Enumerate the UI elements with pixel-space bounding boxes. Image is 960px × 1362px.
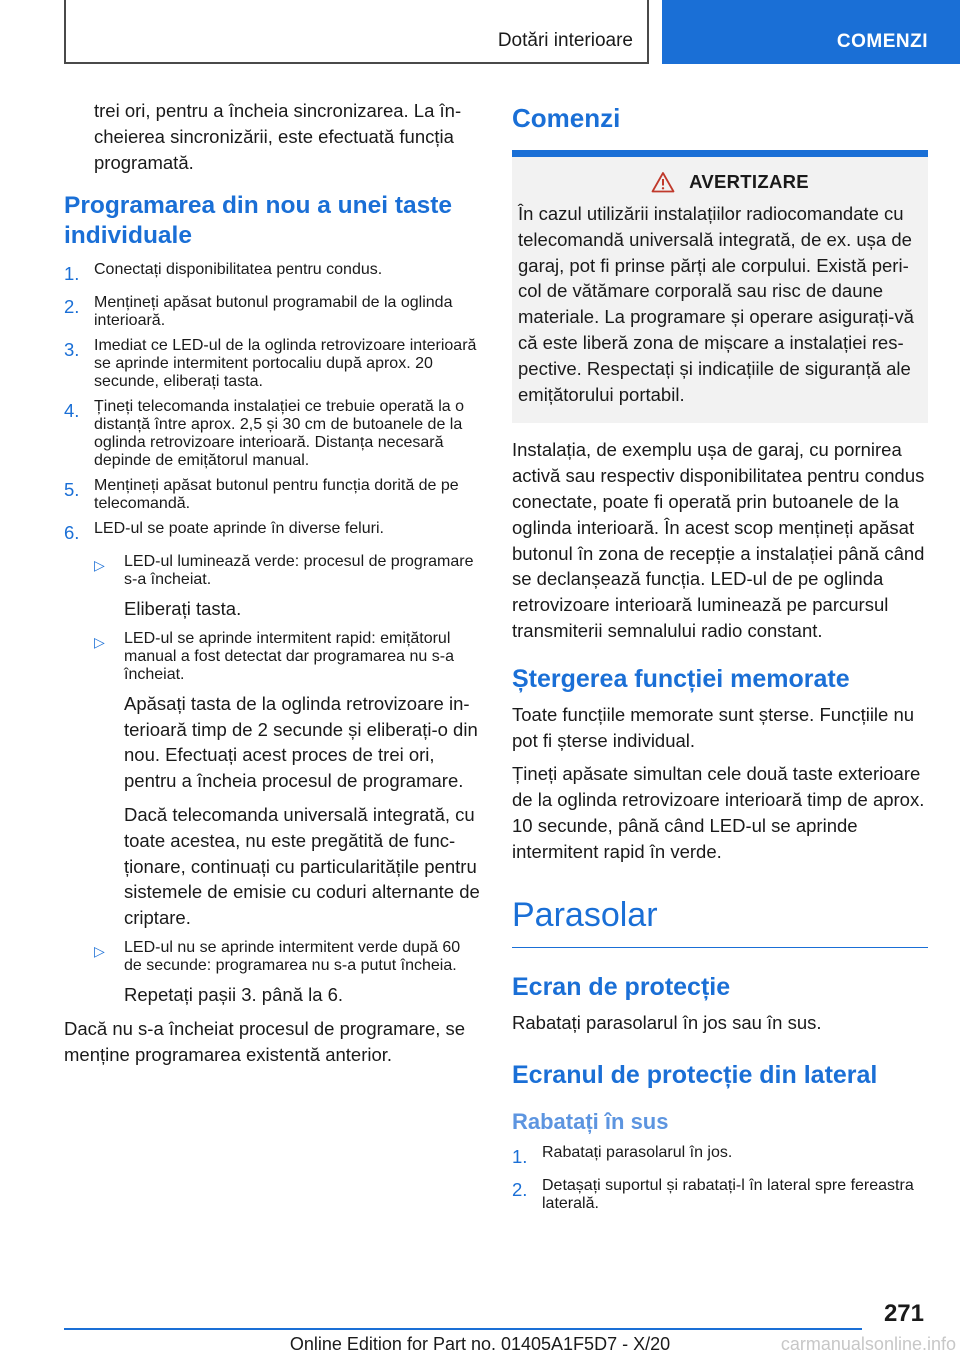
- comenzi-paragraph: Instalația, de exemplu ușa de garaj, cu pornirea activă sau respectiv disponibilitatea pentru condus conectate, poate fi operată prin butoanele de la oglinda interioară. În acest scop mențineți apăsat butonul în zona de recepție a instalației până când se declanșează funcția. LED-ul de pe oglinda retrovizoare interioară luminează pe parcursul transmiterii semnalului radio constant.: [512, 439, 925, 641]
- triangle-bullet-icon: ▷: [94, 942, 105, 959]
- step-item: [512, 1144, 928, 1170]
- bullet-note: Eliberați tasta.: [124, 597, 242, 619]
- step-number: 6.: [64, 522, 80, 544]
- step-text: Mențineți apăsat butonul pentru funcția dorită de pe telecomandă.: [94, 477, 459, 513]
- step-text: Detașați suportul și rabatați-l în lateral spre fereastra laterală.: [542, 1176, 914, 1212]
- lateral-heading: Ecranul de protecție din lateral: [512, 1060, 878, 1089]
- header-section-title: Dotări interioare: [497, 30, 633, 51]
- header-section-box: [64, 0, 649, 64]
- step-number: 3.: [64, 339, 80, 361]
- bullet-item: [94, 630, 482, 684]
- header-chapter-tab[interactable]: [662, 0, 960, 64]
- parasolar-heading: Parasolar: [512, 895, 658, 934]
- warning-header: [518, 171, 922, 193]
- stergere-paragraph-1: Toate funcțiile memorate sunt șterse. Funcțiile nu pot fi șterse individual.: [512, 703, 915, 751]
- step-item: [512, 1177, 928, 1213]
- step-text: Rabatați parasolarul în jos.: [542, 1143, 733, 1161]
- warning-top-rule: [512, 150, 928, 157]
- step-item: [64, 261, 482, 287]
- page-number: 271: [883, 1300, 924, 1327]
- step-number: 4.: [64, 400, 80, 422]
- step-item: [64, 337, 482, 391]
- step-item: [64, 398, 482, 470]
- step-number: 2.: [512, 1178, 528, 1200]
- bullet-note: Apăsați tasta de la oglinda retrovizoare interioară timp de 2 secunde și eliberați-o din nou. Efectuați acest proces de trei ori, pentru a încheia procesul de programare.: [124, 692, 478, 792]
- step-number: 5.: [64, 479, 80, 501]
- bullet-note: Repetați pașii 3. până la 6.: [124, 983, 344, 1005]
- step-text: LED-ul se poate aprinde în diverse feluri.: [94, 520, 384, 538]
- left-column: [64, 98, 482, 1067]
- warning-text: În cazul utilizării instalațiilor radiocomandate cu telecomandă universală integrată, de ex. ușa de garaj, pot fi prinse părți ale corpului. Există pericol de vătămare corporală sau risc de daune materiale. La programare și operare asigurați-vă că este liberă zona de mișcare a instalației respective. Respectați și indicațiile de siguranță ale emițătorului portabil.: [518, 203, 914, 405]
- intro-paragraph: trei ori, pentru a încheia sincronizarea. La încheierea sincronizării, este efectuată funcția programată.: [94, 100, 462, 173]
- reprogram-heading: Programarea din nou a unei taste individuale: [64, 192, 453, 250]
- step-text: Imediat ce LED-ul de la oglinda retrovizoare interioară se aprinde intermitent portocaliu după aprox. 20 secunde, eliberați tasta.: [94, 337, 477, 391]
- triangle-bullet-icon: ▷: [94, 556, 105, 573]
- step-number: 2.: [64, 296, 80, 318]
- right-column: [512, 98, 928, 1220]
- bullet-note: Dacă telecomanda universală integrată, cu toate acestea, nu este pregătită de funcționare, continuați cu particularitățile pentru sistemele de emisie cu coduri alternante de criptare.: [124, 803, 480, 929]
- triangle-bullet-icon: ▷: [94, 633, 105, 650]
- ecran-heading: Ecran de protecție: [512, 973, 731, 1002]
- bullet-text: LED-ul luminează verde: procesul de programare s-a încheiat.: [124, 552, 474, 588]
- step-text: Țineți telecomanda instalației ce trebuie operată la o distanță între aprox. 2,5 și 30 cm de butoanele de la oglinda retrovizoare interioară. Distanța necesară depinde de emițătorul manual.: [94, 398, 464, 470]
- footer-edition: Online Edition for Part no. 01405A1F5D7 - X/20: [289, 1334, 671, 1354]
- rabatati-heading: Rabatați în sus: [512, 1108, 669, 1134]
- step-number: 1.: [512, 1145, 528, 1167]
- bullet-item: [94, 939, 482, 975]
- ecran-paragraph: Rabatați parasolarul în jos sau în sus.: [512, 1012, 822, 1034]
- bullet-item: [94, 553, 482, 589]
- warning-label: AVERTIZARE: [689, 171, 809, 192]
- stergere-heading: Ștergerea funcției memorate: [512, 664, 850, 693]
- step-item: [64, 294, 482, 330]
- step-number: 1.: [64, 263, 80, 285]
- step-text: Conectați disponibilitatea pentru condus.: [94, 261, 383, 279]
- footer-rule: [64, 1328, 862, 1330]
- bullet-text: LED-ul nu se aprinde intermitent verde după 60 de secunde: programarea nu s-a putut încheia.: [124, 938, 461, 974]
- watermark: carmanualsonline.info: [780, 1334, 956, 1354]
- closing-paragraph: Dacă nu s-a încheiat procesul de programare, se menține programarea existentă anterior.: [64, 1017, 466, 1065]
- header-chapter-title: COMENZI: [836, 31, 928, 52]
- comenzi-heading: Comenzi: [512, 103, 621, 133]
- step-text: Mențineți apăsat butonul programabil de la oglinda interioară.: [94, 294, 453, 330]
- stergere-paragraph-2: Țineți apăsate simultan cele două taste exterioare de la oglinda retrovizoare interioară timp de aprox. 10 secunde, până când LED-ul se aprinde intermitent rapid în verde.: [512, 763, 925, 862]
- step-item: [64, 520, 482, 546]
- warning-triangle-icon: [651, 171, 675, 193]
- step-item: [64, 477, 482, 513]
- bullet-text: LED-ul se aprinde intermitent rapid: emițătorul manual a fost detectat dar programarea nu s-a încheiat.: [124, 629, 454, 683]
- parasolar-rule: [512, 947, 928, 949]
- warning-box: [512, 157, 928, 423]
